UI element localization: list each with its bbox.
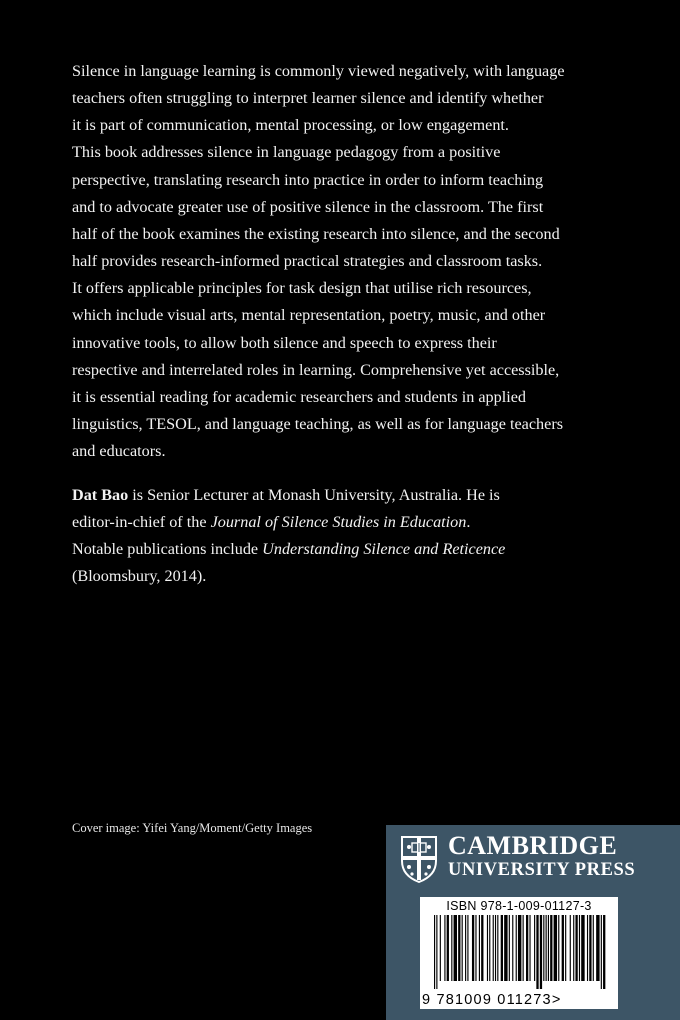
barcode-bar [487,915,488,981]
description-line: and to advocate greater use of positive silence in the classroom. The first [72,197,544,216]
barcode-bar [601,915,602,989]
barcode-bar [548,915,549,981]
barcode-bar [540,915,542,989]
barcode-bar [447,915,449,981]
barcode-bar [589,915,591,981]
author-name: Dat Bao [72,486,129,504]
bio-text: editor-in-chief of the [72,513,211,532]
description-line: It offers applicable principles for task design that utilise rich resources, [72,279,532,298]
barcode-bar [523,915,524,981]
description-line: perspective, translating research into practice in order to inform teaching [72,170,544,189]
description-line: innovative tools, to allow both silence and speech to express their [72,333,497,352]
description-line: half provides research-informed practical strategies and classroom tasks. [72,252,543,271]
description-line: which include visual arts, mental representation, poetry, music, and other [72,306,546,325]
barcode-bar [481,915,483,981]
bio-line: (Bloomsbury, 2014). [72,567,207,586]
barcode-bar [512,915,513,981]
description-line: it is essential reading for academic researchers and students in applied [72,387,526,406]
description-line: respective and interrelated roles in learning. Comprehensive yet accessible, [72,360,560,379]
barcode-bar [434,915,435,989]
barcode-bar [562,915,564,981]
barcode-bar [451,915,452,981]
journal-title: Journal of Silence Studies in Education [210,513,467,532]
barcode-bar [526,915,528,981]
publisher-name: CAMBRIDGE [448,831,618,860]
barcode-bar [516,915,517,981]
description-line: linguistics, TESOL, and language teaching, as well as for language teachers [72,415,564,434]
barcode-bars [434,915,606,989]
barcode-bar [529,915,530,981]
isbn-label: ISBN 978-1-009-01127-3 [446,899,592,913]
barcode-bar [593,915,594,981]
description-line: and educators. [72,442,166,461]
barcode-bar [534,915,535,981]
bio-line [72,482,610,509]
barcode-bar [465,915,466,981]
barcode-bar [472,915,474,981]
barcode-bar [570,915,571,981]
description-line: teachers often struggling to interpret learner silence and identify whether [72,89,544,108]
barcode-bar [501,915,503,981]
barcode-bar [546,915,547,981]
bio-text: . [466,513,471,532]
bio-text: Notable publications include [72,540,263,559]
barcode-bar [509,915,510,981]
author-bio [72,482,610,591]
barcode-bar [444,915,445,981]
barcode-bar [493,915,494,981]
bio-line [72,509,610,536]
cambridge-shield-icon [400,835,438,883]
barcode-bar [554,915,557,981]
book-description [72,58,610,465]
barcode-bar [497,915,498,981]
cover-image-credit: Cover image: Yifei Yang/Moment/Getty Images [72,821,313,835]
description-line: half of the book examines the existing research into silence, and the second [72,224,560,243]
barcode-bar [573,915,574,981]
barcode-bar [596,915,599,981]
barcode-bar [458,915,460,981]
ean-digits: 9 781009 011273 [422,992,552,1008]
barcode-bar [479,915,480,981]
barcode-bar [603,915,605,989]
barcode-bar [504,915,507,981]
barcode-bar [475,915,476,981]
barcode-bar [462,915,463,981]
barcode-bar [581,915,584,981]
publisher-subtitle: UNIVERSITY PRESS [448,860,636,880]
barcode-bar [536,915,538,989]
ean-suffix: > [551,992,562,1008]
isbn-barcode [420,897,618,1009]
bio-text: is Senior Lecturer at Monash University, Australia. He is [128,486,500,504]
barcode-bar [436,915,437,989]
book-title: Understanding Silence and Reticence [262,540,506,559]
barcode-bar [575,915,577,981]
barcode-bar [543,915,544,981]
ean-number [422,992,616,1008]
barcode-bar [558,915,559,981]
publisher-panel [386,825,680,1020]
bio-line [72,536,610,563]
barcode-bar [489,915,490,981]
barcode-bar [467,915,468,981]
barcode-bar [579,915,580,981]
description-line: it is part of communication, mental processing, or low engagement. [72,116,509,135]
barcode-bar [587,915,588,981]
barcode-bar [440,915,441,981]
barcode-bar [550,915,552,981]
barcode-bar [565,915,566,981]
description-line: Silence in language learning is commonly viewed negatively, with language [72,62,565,80]
barcode-bar [454,915,457,981]
barcode-bar [518,915,521,981]
barcode-bar [495,915,496,981]
description-line: This book addresses silence in language pedagogy from a positive [72,143,501,162]
